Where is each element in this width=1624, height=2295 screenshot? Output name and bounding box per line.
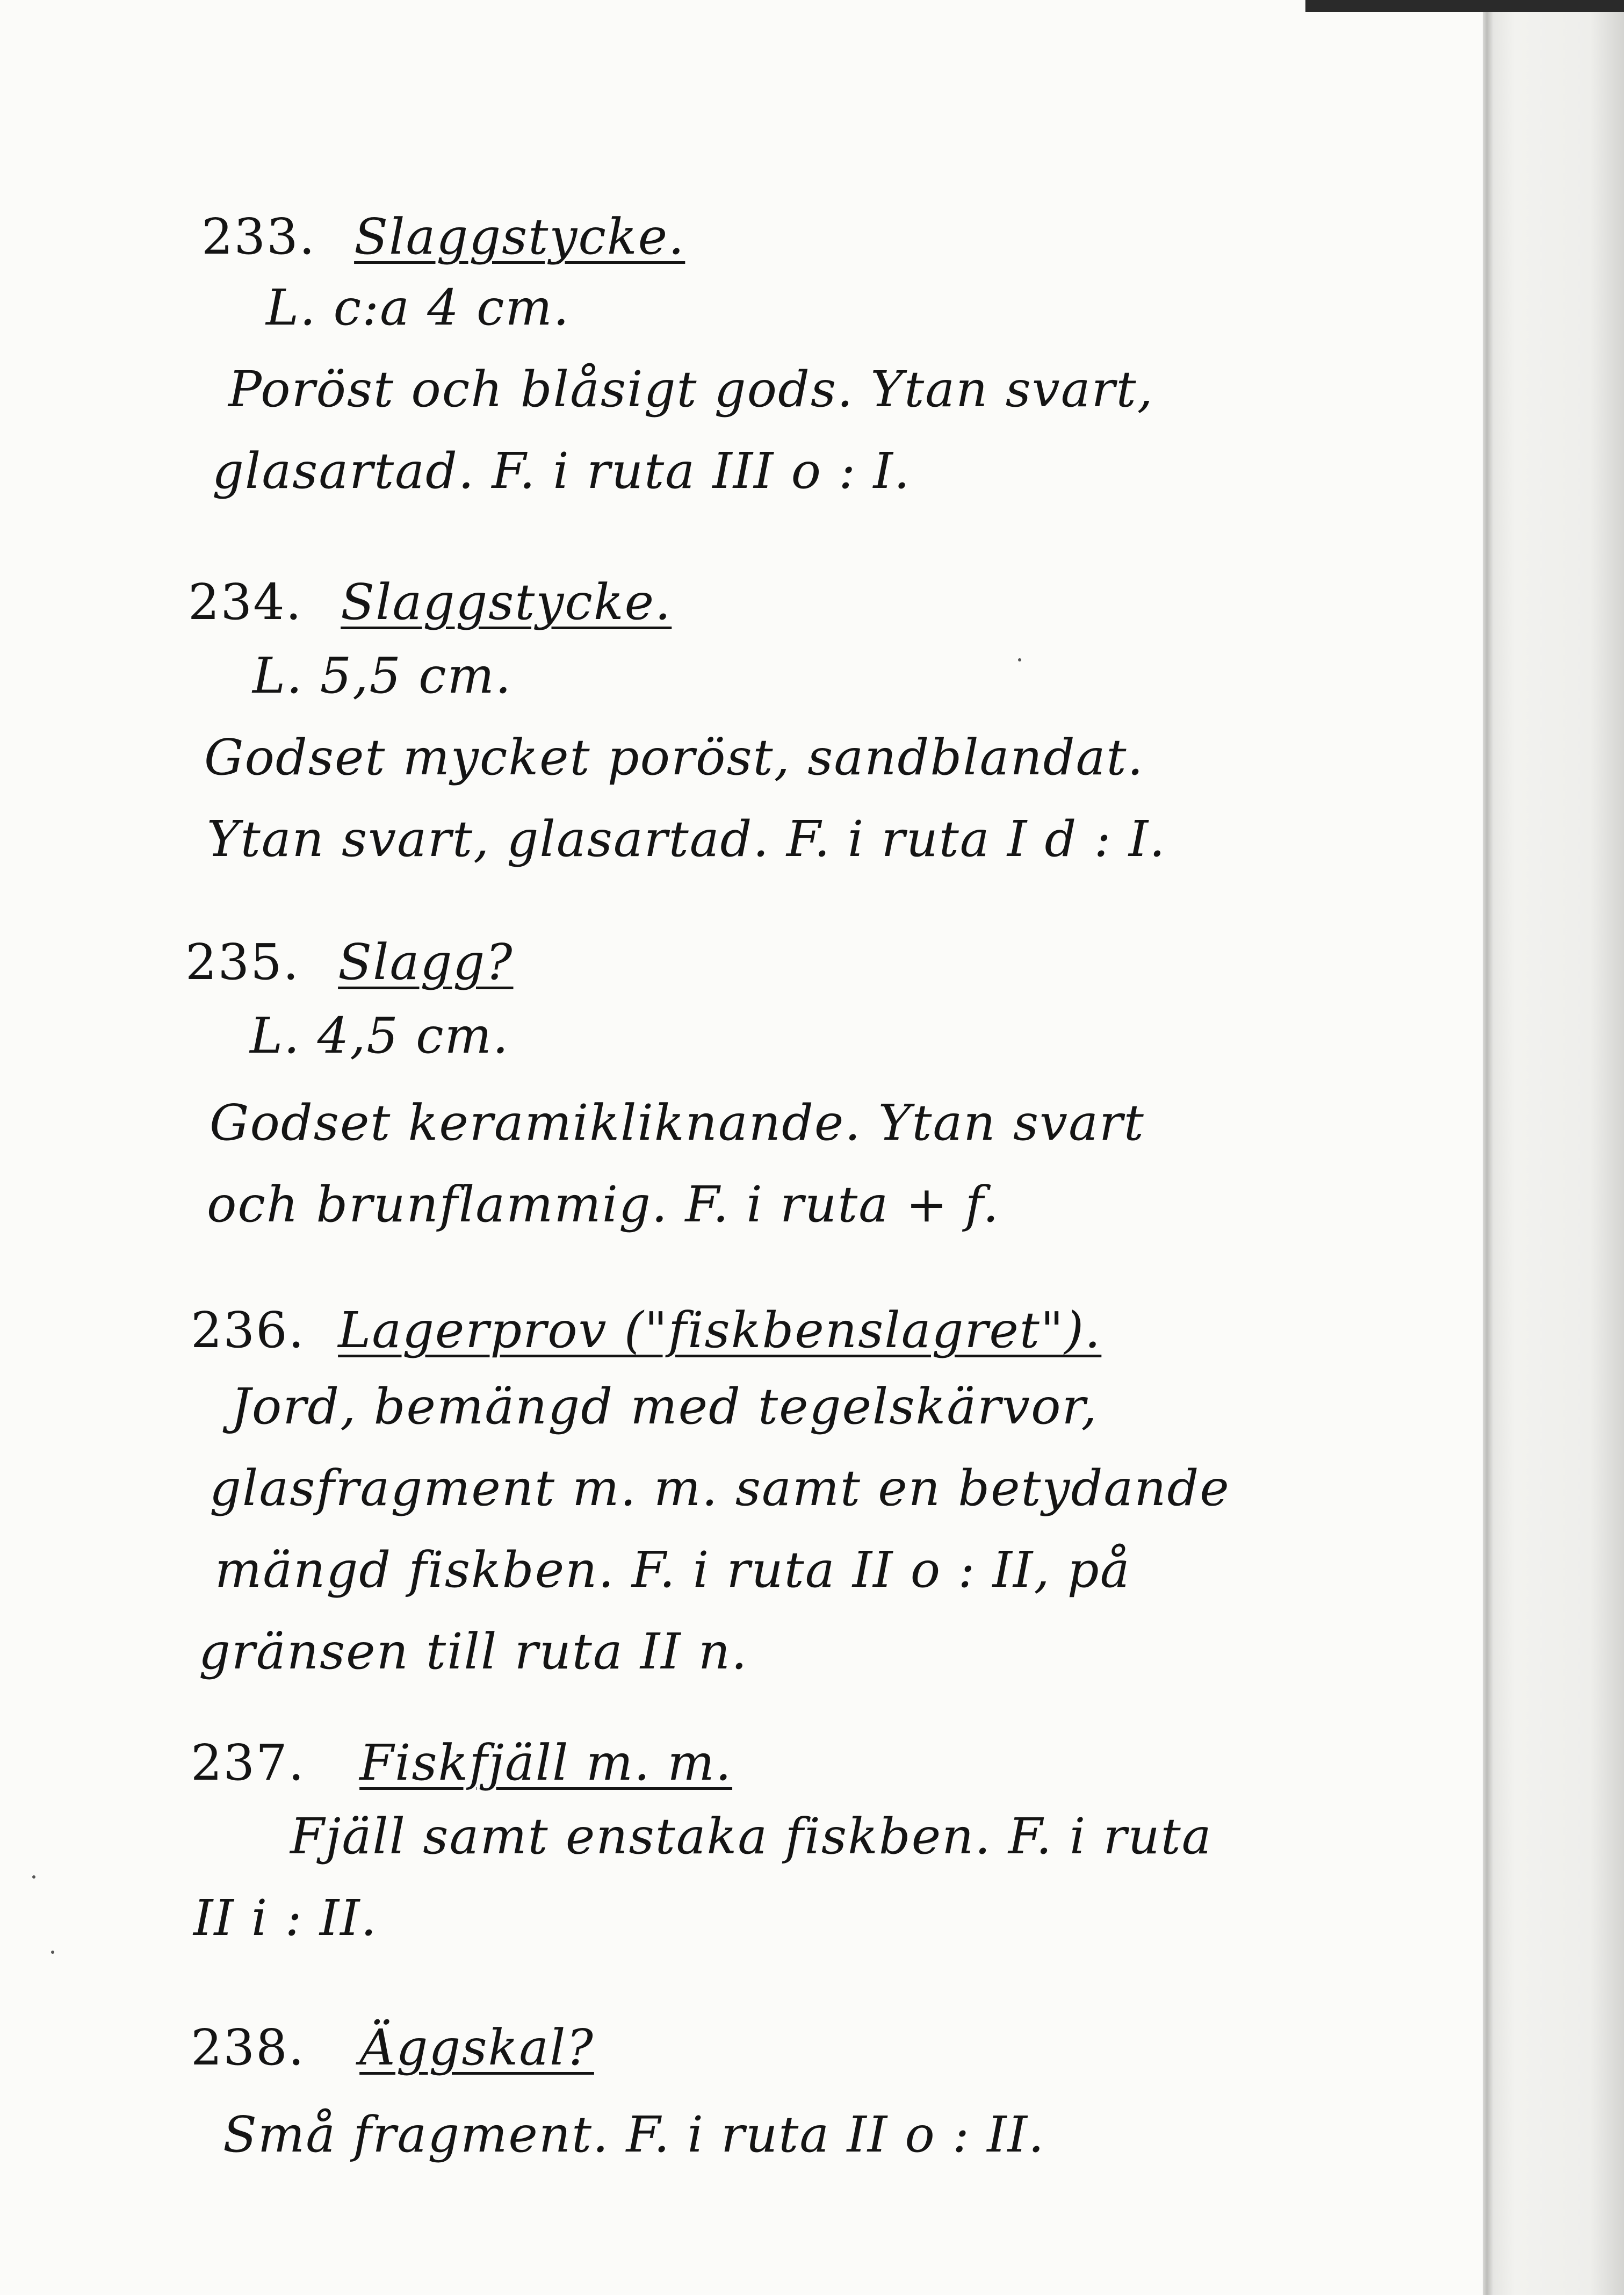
entry-title: Slaggstycke. xyxy=(354,208,685,265)
catalog-entry-233 xyxy=(177,208,1359,500)
entry-line: Poröst och blåsigt gods. Ytan svart, xyxy=(228,361,1154,418)
entry-heading xyxy=(191,2019,1359,2076)
catalog-entry-235 xyxy=(177,933,1359,1233)
entry-line: glasfragment m. m. samt en betydande xyxy=(210,1459,1230,1517)
entry-heading xyxy=(185,933,1359,991)
catalog-entry-234 xyxy=(177,573,1359,868)
entry-title: Slagg? xyxy=(338,933,514,991)
entry-line: Ytan svart, glasartad. F. i ruta I d : I. xyxy=(207,810,1166,868)
entry-line: gränsen till ruta II n. xyxy=(199,1623,748,1680)
entry-line: Små fragment. F. i ruta II o : II. xyxy=(223,2106,1045,2163)
entry-line: L. 5,5 cm. xyxy=(252,647,513,704)
entry-number: 233. xyxy=(201,208,316,265)
entry-number: 236. xyxy=(191,1301,305,1359)
entry-line: L. c:a 4 cm. xyxy=(266,279,570,336)
binding-top-shadow xyxy=(1305,0,1624,12)
entry-line: och brunflammig. F. i ruta + f. xyxy=(207,1176,1000,1233)
entry-title: Lagerprov ("fiskbenslagret"). xyxy=(338,1301,1102,1359)
entry-line: II i : II. xyxy=(193,1889,378,1947)
entry-line: mängd fiskben. F. i ruta II o : II, på xyxy=(215,1541,1131,1599)
book-binding-edge xyxy=(1483,0,1624,2295)
entry-title: Slaggstycke. xyxy=(341,573,672,631)
catalog-entry-237 xyxy=(177,1734,1359,1947)
entry-line: Jord, bemängd med tegelskärvor, xyxy=(231,1378,1098,1435)
paper-speck xyxy=(32,1875,35,1879)
entry-heading xyxy=(191,1301,1359,1359)
entry-line: Godset mycket poröst, sandblandat. xyxy=(204,729,1144,786)
entry-line: Godset keramikliknande. Ytan svart xyxy=(210,1094,1145,1152)
paper-speck xyxy=(1018,658,1021,661)
entry-line: glasartad. F. i ruta III o : I. xyxy=(212,442,911,500)
catalog-entry-238 xyxy=(177,2019,1359,2163)
paper-speck xyxy=(51,1951,54,1954)
entry-number: 235. xyxy=(185,933,300,991)
entry-line: L. 4,5 cm. xyxy=(250,1007,510,1064)
entry-heading xyxy=(188,573,1359,631)
entry-heading xyxy=(201,208,1359,265)
catalog-entry-236 xyxy=(177,1301,1359,1680)
entry-heading xyxy=(191,1734,1359,1792)
entry-line: Fjäll samt enstaka fiskben. F. i ruta xyxy=(290,1808,1212,1865)
entry-number: 237. xyxy=(191,1734,305,1792)
entry-title: Äggskal? xyxy=(359,2019,594,2076)
entry-number: 234. xyxy=(188,573,302,631)
entry-number: 238. xyxy=(191,2019,305,2076)
entry-title: Fiskfjäll m. m. xyxy=(359,1734,733,1792)
